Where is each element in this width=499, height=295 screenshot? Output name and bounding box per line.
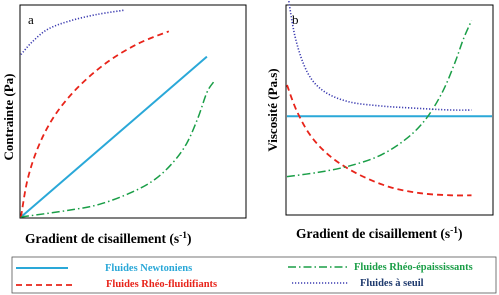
legend-item-shear-thinning — [16, 279, 217, 290]
panel-a-frame — [20, 5, 246, 218]
panel-b-ylabel: Viscosité (Pa.s) — [265, 68, 280, 152]
panel-a — [1, 5, 246, 246]
legend-item-yield-stress — [292, 278, 424, 289]
panel-a-line-newtonian — [21, 57, 207, 217]
legend-label-newtonian: Fluides Newtoniens — [105, 263, 193, 274]
panel-b-series — [287, 0, 492, 195]
legend-item-newtonian — [16, 263, 192, 274]
legend-label-shear-thickening: Fluides Rhéo-épaississants — [354, 262, 473, 273]
panel-a-line-shear_thinning — [21, 31, 169, 217]
panel-a-ylabel: Contrainte (Pa) — [1, 73, 16, 161]
panel-a-xlabel: Gradient de cisaillement $(s^{-1})$ — [25, 231, 192, 246]
panel-b-line-shear_thinning — [287, 85, 472, 195]
panel-b-frame — [286, 5, 493, 215]
panel-a-line-shear_thickening — [21, 82, 214, 217]
panel-a-line-yield_stress — [21, 10, 124, 54]
panel-b — [265, 0, 493, 241]
panel-a-letter: a — [28, 12, 34, 27]
legend-item-shear-thickening — [288, 262, 473, 273]
legend — [12, 257, 496, 293]
legend-label-shear-thinning: Fluides Rhéo-fluidifiants — [106, 279, 218, 290]
panel-a-series — [21, 10, 214, 217]
panel-b-xlabel: Gradient de cisaillement $(s^{-1})$ — [296, 226, 463, 241]
legend-label-yield-stress: Fluides à seuil — [360, 278, 424, 289]
panel-b-line-shear_thickening — [287, 21, 472, 177]
panel-b-line-yield_stress — [287, 0, 472, 110]
panel-b-letter: b — [292, 12, 299, 27]
